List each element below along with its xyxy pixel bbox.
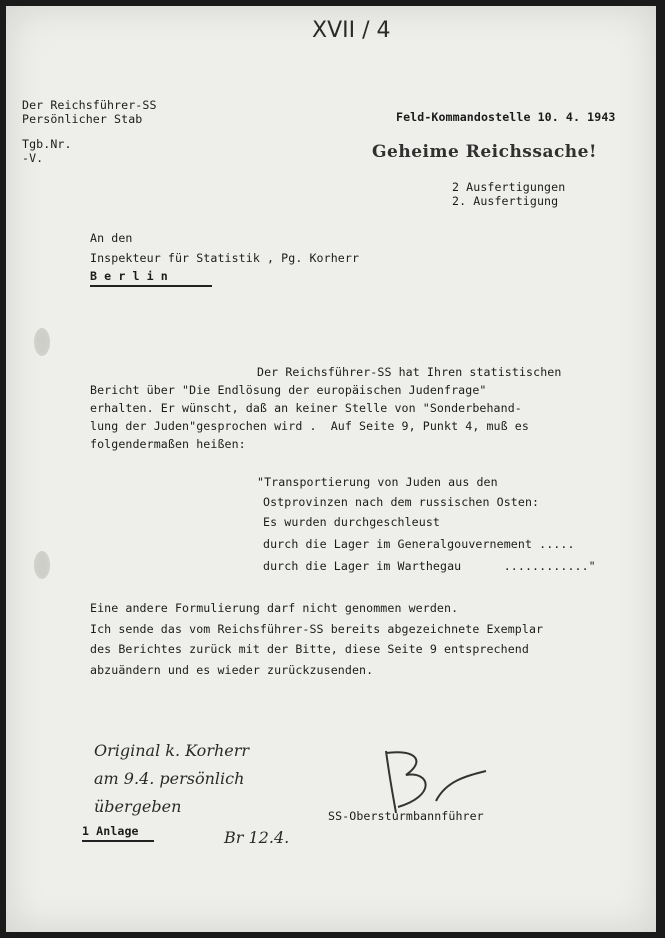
quote-line5: durch die Lager im Warthegau ............" <box>263 559 596 573</box>
document-page <box>6 6 656 932</box>
sender-line-2: Persönlicher Stab <box>22 112 143 126</box>
body-p2-line3: des Berichtes zurück mit der Bitte, diese Seite 9 entsprechend <box>90 642 529 656</box>
body-p1-line3: erhalten. Er wünscht, daß an keiner Stelle von "Sonderbehand- <box>90 401 522 415</box>
sender-line-1: Der Reichsführer-SS <box>22 98 157 112</box>
handwritten-initials: Br 12.4. <box>224 828 290 847</box>
enclosure: 1 Anlage <box>82 824 139 838</box>
body-p1-line4: lung der Juden"gesprochen wird . Auf Seite 9, Punkt 4, muß es <box>90 419 529 433</box>
body-p2-line1: Eine andere Formulierung darf nicht genommen werden. <box>90 601 459 615</box>
handwritten-note-line2: am 9.4. persönlich <box>94 769 245 788</box>
handwritten-note-line1: Original k. Korherr <box>94 741 250 760</box>
punch-hole-top <box>34 328 50 356</box>
enclosure-underline <box>82 840 154 842</box>
place-date: Feld-Kommandostelle 10. 4. 1943 <box>396 110 616 124</box>
reference-mark: -V. <box>22 151 44 165</box>
tagebuch-number: Tgb.Nr. <box>22 137 72 151</box>
body-p2-line4: abzuändern und es wieder zurückzusenden. <box>90 663 374 677</box>
handwritten-note-line3: übergeben <box>94 797 182 816</box>
recipient-line-1: An den <box>90 231 133 245</box>
copies-total: 2 Ausfertigungen <box>452 180 566 194</box>
recipient-city: B e r l i n <box>90 269 168 283</box>
archive-reference: XVII / 4 <box>312 18 391 43</box>
quote-line3: Es wurden durchgeschleust <box>263 515 441 529</box>
quote-line4: durch die Lager im Generalgouvernement ..... <box>263 537 575 551</box>
recipient-line-2: Inspekteur für Statistik , Pg. Korherr <box>90 251 360 265</box>
city-underline <box>90 285 212 287</box>
body-p1-line5: folgendermaßen heißen: <box>90 437 246 451</box>
body-p1-line1: Der Reichsführer-SS hat Ihren statistischen <box>257 365 562 379</box>
body-p1-line2: Bericht über "Die Endlösung der europäischen Judenfrage" <box>90 383 487 397</box>
quote-line2: Ostprovinzen nach dem russischen Osten: <box>263 495 540 509</box>
body-p2-line2: Ich sende das vom Reichsführer-SS bereits abgezeichnete Exemplar <box>90 622 544 636</box>
quote-line1: "Transportierung von Juden aus den <box>257 475 498 489</box>
punch-hole-bottom <box>34 551 50 579</box>
copy-number: 2. Ausfertigung <box>452 194 559 208</box>
signature-title: SS-Obersturmbannführer <box>328 809 484 823</box>
classification-stamp: Geheime Reichssache! <box>372 142 597 162</box>
